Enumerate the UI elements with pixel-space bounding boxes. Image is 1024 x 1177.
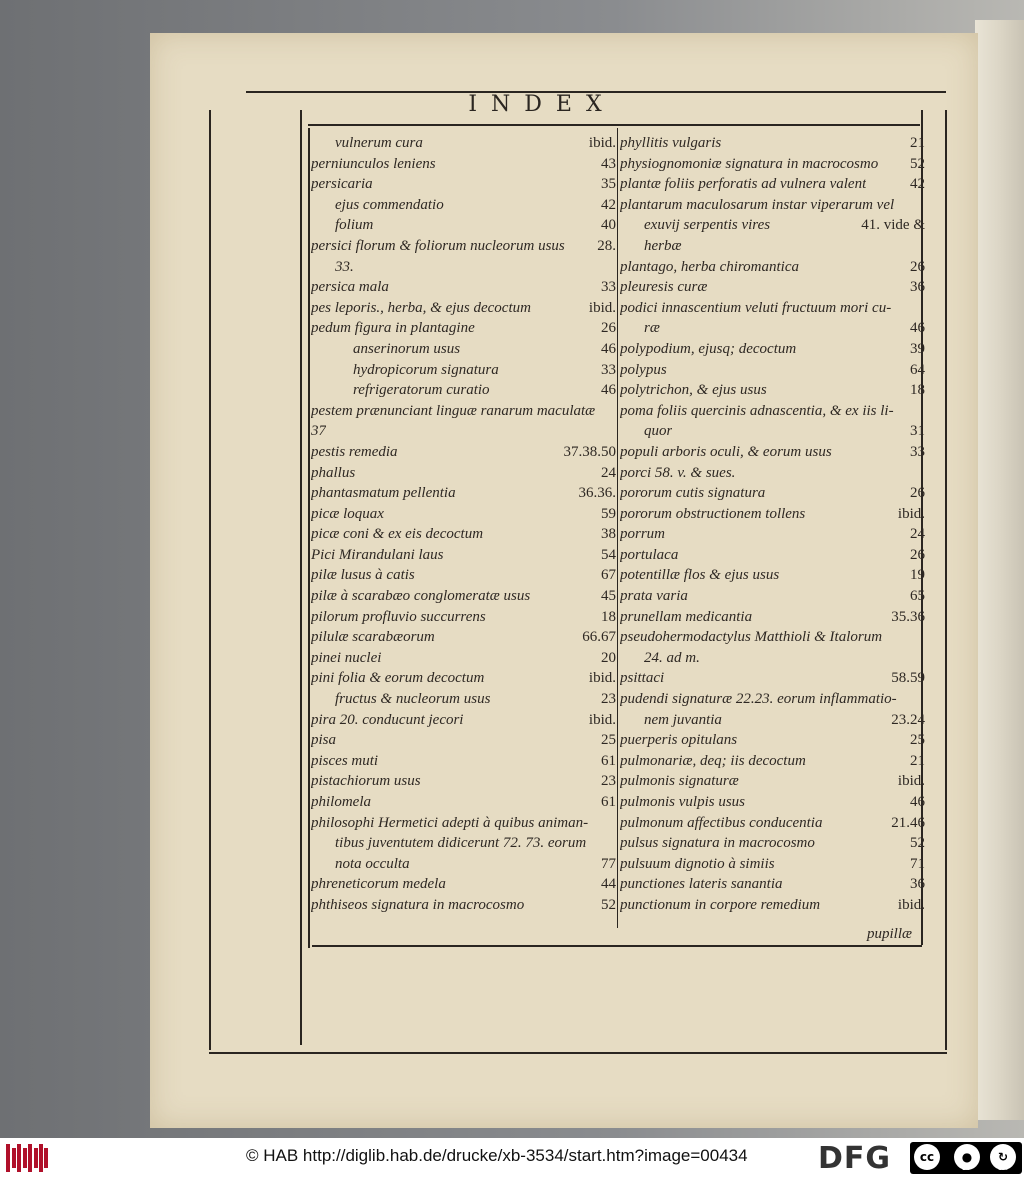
- index-entry: [620, 174, 925, 195]
- index-page-ref: 44: [601, 876, 616, 893]
- index-term: polypodium, ejusq; decoctum: [620, 340, 797, 357]
- index-entry: [620, 504, 925, 525]
- index-page-ref: 45: [601, 588, 616, 605]
- index-page-ref: [612, 421, 616, 442]
- index-page-ref: 43: [601, 155, 616, 172]
- hab-logo-bar: [6, 1144, 10, 1172]
- index-page-ref: 35: [601, 176, 616, 193]
- index-term: nota occulta: [335, 855, 410, 872]
- hab-logo-bar: [39, 1144, 43, 1172]
- index-term: philosophi Hermetici adepti à quibus animan-: [311, 814, 589, 831]
- index-entry: [620, 607, 925, 628]
- index-page-ref: 24: [601, 464, 616, 481]
- index-page-ref: 20: [601, 649, 616, 666]
- index-term: phantasmatum pellentia: [311, 485, 456, 502]
- index-entry: [311, 730, 616, 751]
- index-page-ref: 18: [601, 608, 616, 625]
- index-entry: [311, 236, 616, 257]
- index-entry: [311, 874, 616, 895]
- index-page-ref: [921, 648, 925, 669]
- index-page-ref: ibid.: [588, 135, 616, 151]
- hab-logo-bar: [34, 1148, 38, 1168]
- index-term: pilorum profluvio succurrens: [311, 608, 486, 625]
- footer-bar: [0, 1138, 1024, 1177]
- index-term: pilulæ scarabæorum: [311, 629, 435, 646]
- index-term: porrum: [620, 526, 666, 543]
- index-entry: [311, 318, 616, 339]
- index-page-ref: ibid.: [588, 299, 616, 316]
- index-entry: [620, 730, 925, 751]
- index-page-ref: 36: [910, 876, 925, 893]
- index-page-ref: 33: [601, 279, 616, 296]
- index-entry: [311, 504, 616, 525]
- index-term: ejus commendatio: [335, 196, 444, 213]
- index-term: tibus juventutem didicerunt 72. 73. eorum: [335, 835, 587, 852]
- index-page-ref: 26: [910, 485, 925, 502]
- index-page-ref: 38: [601, 526, 616, 543]
- index-entry: [620, 565, 925, 586]
- index-term: pulmonis signaturæ: [620, 773, 739, 790]
- index-page-ref: [921, 689, 925, 710]
- index-term: refrigeratorum curatio: [353, 382, 490, 399]
- index-entry: [620, 401, 925, 422]
- index-page-ref: 24: [910, 526, 925, 543]
- index-entry: [311, 668, 616, 689]
- index-page-ref: 71: [910, 855, 925, 872]
- index-entry: [311, 771, 616, 792]
- index-entry: [620, 710, 925, 731]
- index-entry: [620, 524, 925, 545]
- index-term: persici florum & foliorum nucleorum usus: [311, 237, 565, 254]
- index-term: physiognomoniæ signatura in macrocosmo: [620, 155, 879, 172]
- index-entry: [620, 668, 925, 689]
- index-page-ref: ibid.: [897, 505, 925, 522]
- index-term: phyllitis vulgaris: [620, 135, 722, 151]
- index-entry: [620, 874, 925, 895]
- index-page-ref: 25: [601, 732, 616, 749]
- index-page-ref: [921, 463, 925, 484]
- index-page-ref: 28.: [597, 237, 616, 254]
- sa-icon: ↻: [990, 1144, 1016, 1170]
- index-entry: [620, 195, 925, 216]
- column-divider: [617, 128, 618, 928]
- index-term: pisa: [311, 732, 337, 749]
- index-term: folium: [335, 217, 374, 234]
- index-entry: [311, 833, 616, 854]
- index-entry: [620, 236, 925, 257]
- index-page-ref: ibid.: [897, 896, 925, 913]
- index-term: pulsus signatura in macrocosmo: [620, 835, 815, 852]
- index-term: ræ: [644, 320, 660, 337]
- index-term: poma foliis quercinis adnascentia, & ex iis li-: [620, 402, 894, 419]
- index-entry: [620, 854, 925, 875]
- index-entry: [620, 463, 925, 484]
- index-term: plantago, herba chiromantica: [620, 258, 800, 275]
- index-column-left: [311, 133, 616, 916]
- index-entry: [311, 154, 616, 175]
- by-label: BY: [962, 1164, 971, 1172]
- index-page-ref: 35.36: [891, 608, 925, 625]
- index-term: pistachiorum usus: [311, 773, 421, 790]
- index-page-ref: [921, 236, 925, 257]
- index-entry: [620, 751, 925, 772]
- index-entry: [311, 710, 616, 731]
- index-term: anserinorum usus: [353, 340, 461, 357]
- index-page-ref: 46: [601, 340, 616, 357]
- index-term: pseudohermodactylus Matthioli & Italorum: [620, 629, 883, 646]
- sa-label: SA: [998, 1164, 1008, 1172]
- index-entry: [311, 380, 616, 401]
- index-term: polytrichon, & ejus usus: [620, 382, 767, 399]
- index-page-ref: 52: [910, 835, 925, 852]
- index-entry: [620, 545, 925, 566]
- index-page-ref: 59: [601, 505, 616, 522]
- index-entry: [620, 154, 925, 175]
- facing-page-edge: [975, 20, 1024, 1120]
- index-term: pira 20. conducunt jecori: [311, 711, 464, 728]
- index-entry: [620, 277, 925, 298]
- index-term: exuvij serpentis vires: [644, 217, 771, 234]
- index-term: pleuresis curæ: [620, 279, 708, 296]
- index-term: picæ loquax: [311, 505, 384, 522]
- index-entry: [311, 360, 616, 381]
- index-term: porci 58. v. & sues.: [620, 464, 736, 481]
- left-border-outer: [209, 110, 211, 1050]
- index-entry: [311, 895, 616, 916]
- index-page-ref: 67: [601, 567, 616, 584]
- index-entry: [620, 648, 925, 669]
- index-term: 24. ad m.: [644, 649, 700, 666]
- index-page-ref: 77: [601, 855, 616, 872]
- index-entry: [620, 298, 925, 319]
- index-page-ref: 18: [910, 382, 925, 399]
- index-term: pulmonariæ, deq; iis decoctum: [620, 752, 806, 769]
- index-entry: [311, 565, 616, 586]
- index-page-ref: [612, 833, 616, 854]
- index-term: pulmonis vulpis usus: [620, 794, 746, 810]
- index-term: punctionum in corpore remedium: [620, 896, 821, 913]
- column-rule-left: [308, 128, 310, 948]
- index-term: Pici Mirandulani laus: [311, 546, 444, 563]
- index-page-ref: 64: [910, 361, 925, 378]
- index-term: philomela: [311, 794, 371, 810]
- index-entry: [311, 277, 616, 298]
- index-entry: [311, 401, 616, 422]
- index-entry: [311, 463, 616, 484]
- index-entry: [311, 421, 616, 442]
- index-page-ref: 61: [601, 794, 616, 810]
- index-page-ref: 33: [910, 443, 925, 460]
- index-entry: [311, 545, 616, 566]
- index-term: populi arboris oculi, & eorum usus: [620, 443, 832, 460]
- index-term: pulmonum affectibus conducentia: [620, 814, 823, 831]
- index-page-ref: [612, 401, 616, 422]
- index-term: persicaria: [311, 176, 373, 193]
- index-page-ref: 26: [910, 546, 925, 563]
- index-term: pestis remedia: [311, 443, 398, 460]
- catchword: pupillæ: [867, 926, 913, 942]
- index-entry: [311, 442, 616, 463]
- index-entry: [620, 257, 925, 278]
- index-term: pes leporis., herba, & ejus decoctum: [311, 299, 531, 316]
- index-page-ref: [921, 627, 925, 648]
- index-term: podici innascentium veluti fructuum mori cu-: [620, 299, 892, 316]
- hab-logo-bar: [17, 1144, 21, 1172]
- index-entry: [311, 607, 616, 628]
- index-term: 37: [311, 423, 326, 440]
- index-entry: [311, 133, 616, 154]
- index-entry: [311, 339, 616, 360]
- index-entry: [311, 854, 616, 875]
- index-page-ref: 66.67: [582, 629, 616, 646]
- index-page-ref: 31: [910, 423, 925, 440]
- text-bottom-rule: [312, 945, 922, 947]
- index-entry: [311, 586, 616, 607]
- index-entry: [311, 689, 616, 710]
- footer-credit[interactable]: © HAB http://diglib.hab.de/drucke/xb-3534/start.htm?image=00434: [246, 1146, 748, 1165]
- index-term: portulaca: [620, 546, 679, 563]
- index-column-right: [620, 133, 925, 916]
- index-term: phthiseos signatura in macrocosmo: [311, 896, 525, 913]
- index-page-ref: 23: [601, 691, 616, 708]
- index-page-ref: 52: [601, 896, 616, 913]
- by-icon: ●: [954, 1144, 980, 1170]
- right-border-outer: [945, 110, 947, 1050]
- index-entry: [311, 174, 616, 195]
- index-term: pulsuum dignotio à simiis: [620, 855, 775, 872]
- index-term: persica mala: [311, 279, 389, 296]
- index-term: pinei nuclei: [311, 649, 382, 666]
- index-term: perniunculos leniens: [311, 155, 436, 172]
- index-term: herbæ: [644, 237, 682, 254]
- index-term: pilæ à scarabæo conglomeratæ usus: [311, 588, 531, 605]
- index-page-ref: 46: [910, 320, 925, 337]
- index-page-ref: 25: [910, 732, 925, 749]
- index-entry: [311, 257, 616, 278]
- index-term: pini folia & eorum decoctum: [311, 670, 485, 687]
- index-term: puerperis opitulans: [620, 732, 738, 749]
- index-term: picæ coni & ex eis decoctum: [311, 526, 484, 543]
- index-entry: [620, 895, 925, 916]
- index-page-ref: 33: [601, 361, 616, 378]
- index-entry: [311, 195, 616, 216]
- index-page-ref: 21: [910, 752, 925, 769]
- index-entry: [311, 483, 616, 504]
- index-term: pudendi signaturæ 22.23. eorum inflammatio-: [620, 691, 897, 708]
- index-page-ref: 23.24: [891, 711, 925, 728]
- hab-logo-bar: [12, 1148, 16, 1168]
- index-term: phreneticorum medela: [311, 876, 446, 893]
- index-term: psittaci: [620, 670, 665, 687]
- index-entry: [620, 421, 925, 442]
- index-term: pedum figura in plantagine: [311, 320, 475, 337]
- index-entry: [620, 689, 925, 710]
- index-entry: [620, 771, 925, 792]
- index-page-ref: 52: [910, 155, 925, 172]
- index-page-ref: 21.46: [891, 814, 925, 831]
- index-term: potentillæ flos & ejus usus: [620, 567, 780, 584]
- index-term: pisces muti: [311, 752, 379, 769]
- index-page-ref: ibid.: [588, 670, 616, 687]
- index-page-ref: 36.36.: [578, 485, 616, 502]
- index-page-ref: 40: [601, 217, 616, 234]
- index-term: pororum obstructionem tollens: [620, 505, 806, 522]
- index-page-ref: [921, 298, 925, 319]
- cc-license-badge[interactable]: [910, 1142, 1022, 1174]
- header-rule: [308, 124, 920, 126]
- index-page-ref: [612, 257, 616, 278]
- index-page-ref: 46: [910, 794, 925, 810]
- hab-logo-icon: [6, 1144, 48, 1172]
- index-page-ref: 65: [910, 588, 925, 605]
- index-page-ref: 21: [910, 135, 925, 151]
- index-page-ref: 42: [601, 196, 616, 213]
- index-entry: [620, 215, 925, 236]
- index-term: fructus & nucleorum usus: [335, 691, 491, 708]
- index-term: pestem prænunciant linguæ ranarum maculatæ: [311, 402, 596, 419]
- index-entry: [620, 483, 925, 504]
- hab-logo-bar: [23, 1148, 27, 1168]
- index-entry: [620, 380, 925, 401]
- index-term: phallus: [311, 464, 356, 481]
- index-page-ref: 36: [910, 279, 925, 296]
- index-term: pororum cutis signatura: [620, 485, 766, 502]
- index-page-ref: [921, 401, 925, 422]
- index-page-ref: 26: [910, 258, 925, 275]
- index-page-ref: 54: [601, 546, 616, 563]
- index-entry: [311, 298, 616, 319]
- index-term: vulnerum cura: [335, 135, 423, 151]
- index-term: plantarum maculosarum instar viperarum vel: [620, 196, 895, 213]
- index-entry: [620, 360, 925, 381]
- index-entry: [620, 627, 925, 648]
- index-page-ref: 37.38.50: [563, 443, 616, 460]
- page-header: INDEX: [468, 92, 616, 117]
- index-entry: [620, 792, 925, 813]
- left-border-inner: [300, 110, 302, 1045]
- index-page-ref: ibid.: [588, 711, 616, 728]
- hab-logo-bar: [44, 1148, 48, 1168]
- index-entry: [620, 339, 925, 360]
- index-entry: [620, 318, 925, 339]
- index-term: pilæ lusus à catis: [311, 567, 415, 584]
- index-entry: [311, 524, 616, 545]
- index-entry: [311, 627, 616, 648]
- index-entry: [311, 648, 616, 669]
- index-page-ref: 58.59: [891, 670, 925, 687]
- index-page-ref: 46: [601, 382, 616, 399]
- index-entry: [311, 813, 616, 834]
- index-page-ref: ibid.: [897, 773, 925, 790]
- index-term: punctiones lateris sanantia: [620, 876, 783, 893]
- index-term: plantæ foliis perforatis ad vulnera valent: [620, 176, 867, 193]
- index-page-ref: [921, 195, 925, 216]
- index-term: nem juvantia: [644, 711, 722, 728]
- index-page-ref: 39: [910, 340, 925, 357]
- index-entry: [620, 442, 925, 463]
- index-page-ref: 19: [910, 567, 925, 584]
- index-entry: [620, 833, 925, 854]
- index-page-ref: 61: [601, 752, 616, 769]
- dfg-logo: DFG: [818, 1141, 892, 1176]
- index-term: prunellam medicantia: [620, 608, 753, 625]
- index-entry: [620, 813, 925, 834]
- cc-icon: cc: [914, 1144, 940, 1170]
- index-term: hydropicorum signatura: [353, 361, 499, 378]
- index-term: prata varia: [620, 588, 688, 605]
- index-page-ref: 26: [601, 320, 616, 337]
- index-entry: [311, 792, 616, 813]
- bottom-rule: [209, 1052, 947, 1054]
- index-page-ref: 23: [601, 773, 616, 790]
- index-page-ref: [612, 813, 616, 834]
- index-entry: [620, 586, 925, 607]
- index-entry: [311, 751, 616, 772]
- index-page-ref: 42: [910, 176, 925, 193]
- hab-logo-bar: [28, 1144, 32, 1172]
- index-term: quor: [644, 423, 673, 440]
- index-term: polypus: [620, 361, 667, 378]
- index-term: 33.: [335, 258, 354, 275]
- index-entry: [311, 215, 616, 236]
- index-entry: [620, 133, 925, 154]
- index-page-ref: 41. vide &: [861, 217, 925, 234]
